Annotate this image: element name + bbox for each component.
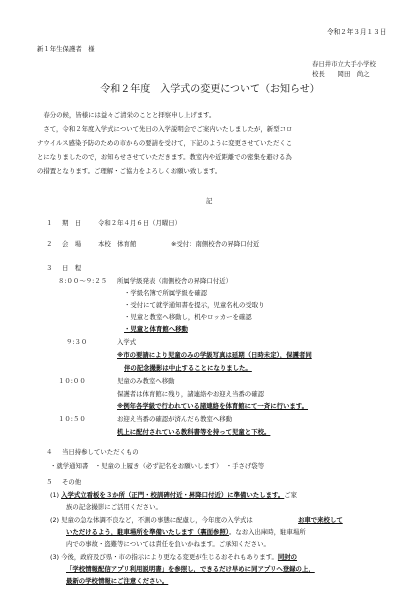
document-date: 令和２年３月１３日 xyxy=(327,28,387,36)
note-text: (1) xyxy=(50,491,62,499)
note-text: ご家 xyxy=(284,491,298,499)
note-text: 内での事故・盗難等については責任を負いかねます。ご承知ください。 xyxy=(66,540,270,548)
note-text: 族の記念撮影にご活用ください。 xyxy=(66,503,162,511)
schedule-note: ※例年各学級で行われている諸連絡を体育館にて一斉に行います。 xyxy=(117,402,309,410)
intro-line: 春分の候，皆様には益々ご清栄のことと拝察申し上げます。 xyxy=(37,111,216,119)
item-4-items: ・就学通知書 ・児童の上履き（必ず記名をお願いします） ・手さげ袋等 xyxy=(50,462,265,470)
principal-name: 校長 岡田 尚之 xyxy=(312,70,370,78)
recipient: 新１年生保護者 様 xyxy=(37,45,95,53)
schedule-note: ※市の要請により児童のみの学級写真は延期（日時未定），保護者同 xyxy=(117,351,312,359)
item-2-label: 会 場 xyxy=(62,240,82,248)
schedule-line-bold: 机上に配付されている教科書等を持って児童と下校。 xyxy=(117,428,271,436)
item-3-label: 日 程 xyxy=(62,264,82,272)
ki-heading: 記 xyxy=(206,197,213,205)
item-2-number: ２ xyxy=(46,240,53,248)
note-text: 。なお入出庫時，駐車場所 xyxy=(228,528,306,536)
item-2-reception: ※受付：南側校舎の昇降口付近 xyxy=(171,240,260,248)
note-3-line1 xyxy=(50,553,297,561)
note-text-bold: いただけるよう，駐車場所を準備いたします（裏面参照） xyxy=(66,528,229,536)
school-name: 春日井市立大手小学校 xyxy=(312,60,376,68)
schedule-time: １０:５０ xyxy=(58,415,86,423)
item-4-label: 当日持参していただくもの xyxy=(62,448,139,456)
item-4-number: ４ xyxy=(46,448,53,456)
note-text-bold: 最新の学校情報にご注意ください。 xyxy=(66,577,169,585)
schedule-line: お迎え当番の確認が済んだら教室へ移動 xyxy=(117,415,233,423)
note-text: (3) 今後，政府及び県・市の指示により更なる変更が生じるおそれもあります。 xyxy=(50,553,278,561)
note-text: (2) 児童の急な体調不良など，不測の事態に配慮し，今年度の入学式は xyxy=(50,516,253,524)
note-text-bold: 入学式立看板を３か所（正門・校訓碑付近・昇降口付近）に準備いたします。 xyxy=(61,491,285,499)
item-3-number: ３ xyxy=(46,264,53,272)
schedule-line: 児童のみ教室へ移動 xyxy=(117,377,175,385)
item-1-label: 期 日 xyxy=(62,219,82,227)
note-1 xyxy=(50,491,297,499)
schedule-line: 保護者は体育館に残り，諸連絡やお迎え当番の確認 xyxy=(117,390,264,398)
note-text-bold: 同封の xyxy=(277,553,298,561)
schedule-note: 伴の記念撮影は中止することになりました。 xyxy=(124,364,252,372)
item-1-value: 令和２年４月６日（月曜日） xyxy=(98,219,182,227)
schedule-line: ・児童と教室へ移動し，机やロッカーを確認 xyxy=(124,313,252,321)
item-2-value: 本校 体育館 xyxy=(98,240,137,248)
intro-line: ナウイルス感染予防のための市からの要請を受けて，下記のように変更させていただくこ xyxy=(37,139,293,147)
item-5-label: その他 xyxy=(62,478,82,486)
item-5-number: ５ xyxy=(46,478,53,486)
schedule-time: ９:３０ xyxy=(66,338,88,346)
note-text-bold: お車で来校して xyxy=(298,516,343,524)
schedule-title: 所属学級発表（南側校舎の昇降口付近） xyxy=(117,277,233,285)
schedule-line-bold: ・児童と体育館へ移動 xyxy=(124,325,188,333)
schedule-time: １０:００ xyxy=(58,377,86,385)
schedule-title: 入学式 xyxy=(117,338,137,346)
schedule-time: ８:００～９:２５ xyxy=(58,277,108,285)
schedule-line: ・学級名簿で所属学級を確認 xyxy=(124,289,208,297)
item-1-number: １ xyxy=(46,219,53,227)
intro-line: さて，令和２年度入学式について先日の入学説明会でご案内いたしましたが，新型コロ xyxy=(37,125,293,133)
document-title: 令和２年度 入学式の変更について（お知らせ） xyxy=(100,84,320,95)
intro-line: とになりましたので，お知らせさせていただきます。教室内や近距離での密集を避ける為 xyxy=(37,153,292,161)
note-2-line2 xyxy=(66,528,306,536)
intro-line: の措置となります。ご理解・ご協力をよろしくお願い致します。 xyxy=(37,167,222,175)
note-text-bold: 「学校情報配信アプリ利用説明書」を参照し，できるだけ早めに同アプリへ登録の上， xyxy=(66,565,315,573)
schedule-line: ・受付にて就学通知書を提示，児童名札の受取り xyxy=(124,301,265,309)
